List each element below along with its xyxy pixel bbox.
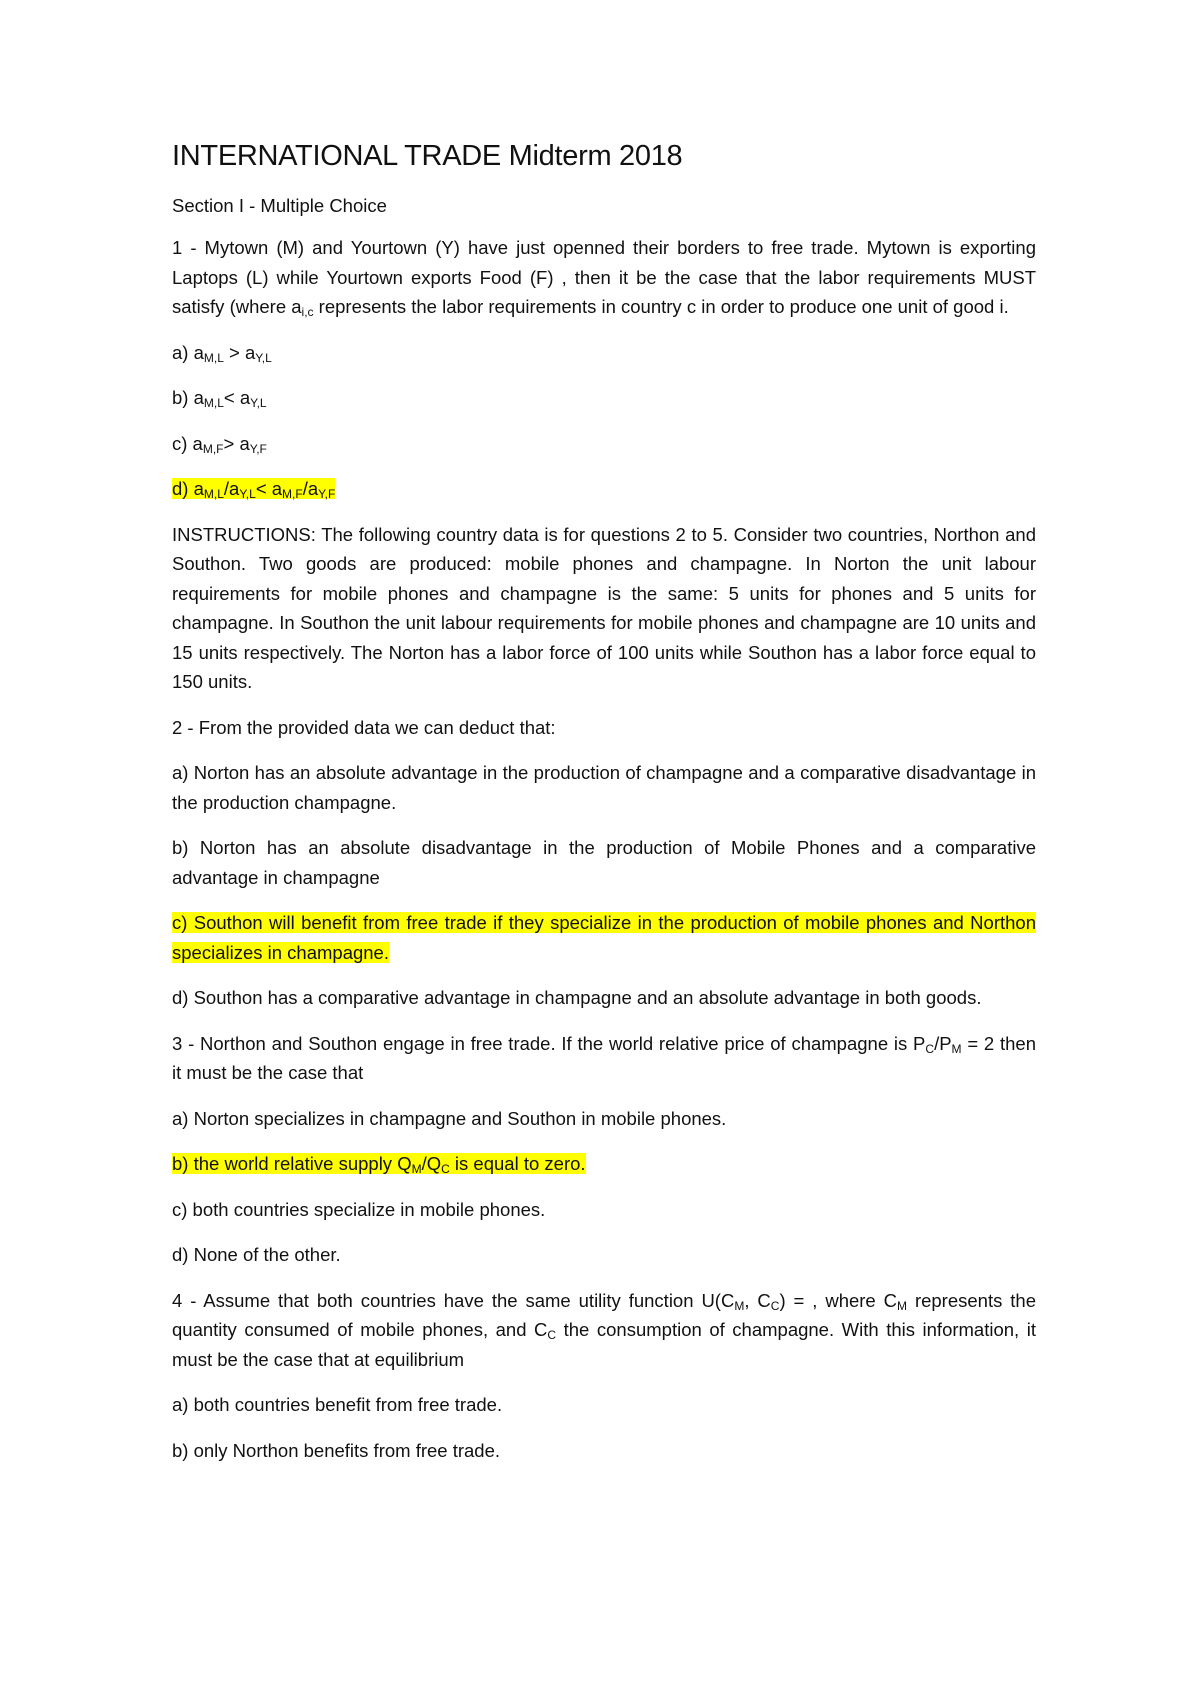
q4-sub-c: C bbox=[770, 1298, 780, 1313]
q2-option-c bbox=[172, 908, 1036, 967]
q1a-prefix: a) a bbox=[172, 341, 204, 363]
q4-option-b: b) only Northon benefits from free trade. bbox=[172, 1439, 501, 1461]
page-title: INTERNATIONAL TRADE Midterm 2018 bbox=[172, 140, 683, 172]
question-4-stem bbox=[172, 1286, 1036, 1375]
q2-option-a: a) Norton has an absolute advantage in the production of champagne and a comparative disadvantage in the production champagne. bbox=[172, 762, 1036, 813]
q1-option-c bbox=[172, 429, 1036, 459]
q1d-sub3: M,F bbox=[282, 487, 303, 501]
q4-stem-mid2: ) = , where C bbox=[779, 1289, 898, 1311]
document-page bbox=[172, 140, 1036, 1481]
q1a-sub2: Y,L bbox=[255, 350, 272, 365]
q3-option-d: d) None of the other. bbox=[172, 1244, 341, 1265]
q3-sub-m: M bbox=[951, 1041, 962, 1056]
q3b-mid: /Q bbox=[421, 1153, 442, 1174]
q3b-a: b) the world relative supply Q bbox=[172, 1153, 412, 1174]
q3-sub-c: C bbox=[925, 1041, 935, 1056]
section-heading: Section I - Multiple Choice bbox=[172, 195, 387, 216]
q1-subscript: i,c bbox=[301, 305, 314, 319]
q4-stem-mid3: represents the quantity consumed of mobile phones, and C bbox=[172, 1289, 1036, 1340]
q4-option-a: a) both countries benefit from free trade. bbox=[172, 1394, 503, 1415]
q4-stem-a: 4 - Assume that both countries have the same utility function U(C bbox=[172, 1289, 735, 1311]
q3b-highlight bbox=[172, 1153, 586, 1174]
q2-option-b: b) Norton has an absolute disadvantage in the production of Mobile Phones and a comparative advantage in champagne bbox=[172, 837, 1036, 888]
question-2-stem: 2 - From the provided data we can deduct that: bbox=[172, 716, 556, 738]
q4-sub-m: M bbox=[734, 1298, 745, 1313]
q1-text-a: 1 - Mytown (M) and Yourtown (Y) have just openned their borders to free trade. Mytown is exporting Laptops (L) while Yourtown exports Food (F) , then it be the case that the labor requirements MUST satisfy (where a bbox=[172, 237, 1036, 317]
q2-option-d: d) Southon has a comparative advantage in champagne and an absolute advantage in both goods. bbox=[172, 987, 982, 1008]
q1d-m3: /a bbox=[302, 478, 319, 499]
q1-option-b bbox=[172, 383, 1036, 413]
q1d-sub1: M,L bbox=[203, 487, 224, 501]
q1c-sub1: M,F bbox=[202, 441, 224, 456]
q3-option-b bbox=[172, 1149, 1036, 1179]
q1b-sub1: M,L bbox=[203, 396, 224, 410]
q3-option-a: a) Norton specializes in champagne and Southon in mobile phones. bbox=[172, 1107, 727, 1129]
q4-stem-mid: , C bbox=[744, 1289, 771, 1311]
q3b-sub-m: M bbox=[411, 1162, 422, 1176]
q4-sub-c2: C bbox=[547, 1328, 557, 1342]
q1b-sub2: Y,L bbox=[250, 396, 267, 410]
q1c-sub2: Y,F bbox=[249, 441, 267, 456]
q1d-sub4: Y,F bbox=[318, 487, 336, 501]
q2c-highlight: c) Southon will benefit from free trade if they specialize in the production of mobile phones and Northon specializes in champagne. bbox=[172, 912, 1036, 963]
q1d-m2: < a bbox=[255, 478, 283, 499]
q1b-prefix: b) a bbox=[172, 387, 204, 408]
q1c-prefix: c) a bbox=[172, 432, 203, 454]
q1-text-b: represents the labor requirements in country c in order to produce one unit of good i. bbox=[313, 296, 1009, 317]
q1d-sub2: Y,L bbox=[239, 487, 256, 501]
q3-option-c: c) both countries specialize in mobile phones. bbox=[172, 1198, 546, 1220]
q1-option-a bbox=[172, 338, 1036, 368]
q1d-prefix: d) a bbox=[172, 478, 204, 499]
q3b-b: is equal to zero. bbox=[449, 1153, 586, 1174]
q1b-op: < a bbox=[223, 387, 251, 408]
q3b-sub-c: C bbox=[441, 1162, 450, 1176]
q1a-sub1: M,L bbox=[203, 350, 224, 365]
q3-stem-a: 3 - Northon and Southon engage in free trade. If the world relative price of champagne is P bbox=[172, 1032, 926, 1054]
instructions-paragraph: INSTRUCTIONS: The following country data is for questions 2 to 5. Consider two countries, Northon and Southon. Two goods are produced: mobile phones and champagne. In Norton the unit labour requirements for mobile phones and champagne is the same: 5 units for phones and 5 units for champagne. In Southon the unit labour requirements for mobile phones and champagne are 10 units and 15 units respectively. The Norton has a labor force of 100 units while Southon has a labor force equal to 150 units. bbox=[172, 523, 1036, 692]
q1a-op: > a bbox=[223, 341, 256, 363]
q1d-m1: /a bbox=[223, 478, 240, 499]
q1c-op: > a bbox=[223, 432, 250, 454]
q1-option-d bbox=[172, 474, 1036, 504]
question-3-stem bbox=[172, 1029, 1036, 1088]
q1d-highlight bbox=[172, 478, 335, 499]
q3-stem-b: = 2 then it must be the case that bbox=[172, 1032, 1036, 1083]
q4-stem-b: the consumption of champagne. With this information, it must be the case that at equilibrium bbox=[172, 1319, 1036, 1370]
q4-sub-m2: M bbox=[897, 1298, 908, 1313]
question-1-stem bbox=[172, 233, 1036, 322]
q3-stem-mid: /P bbox=[934, 1032, 952, 1054]
